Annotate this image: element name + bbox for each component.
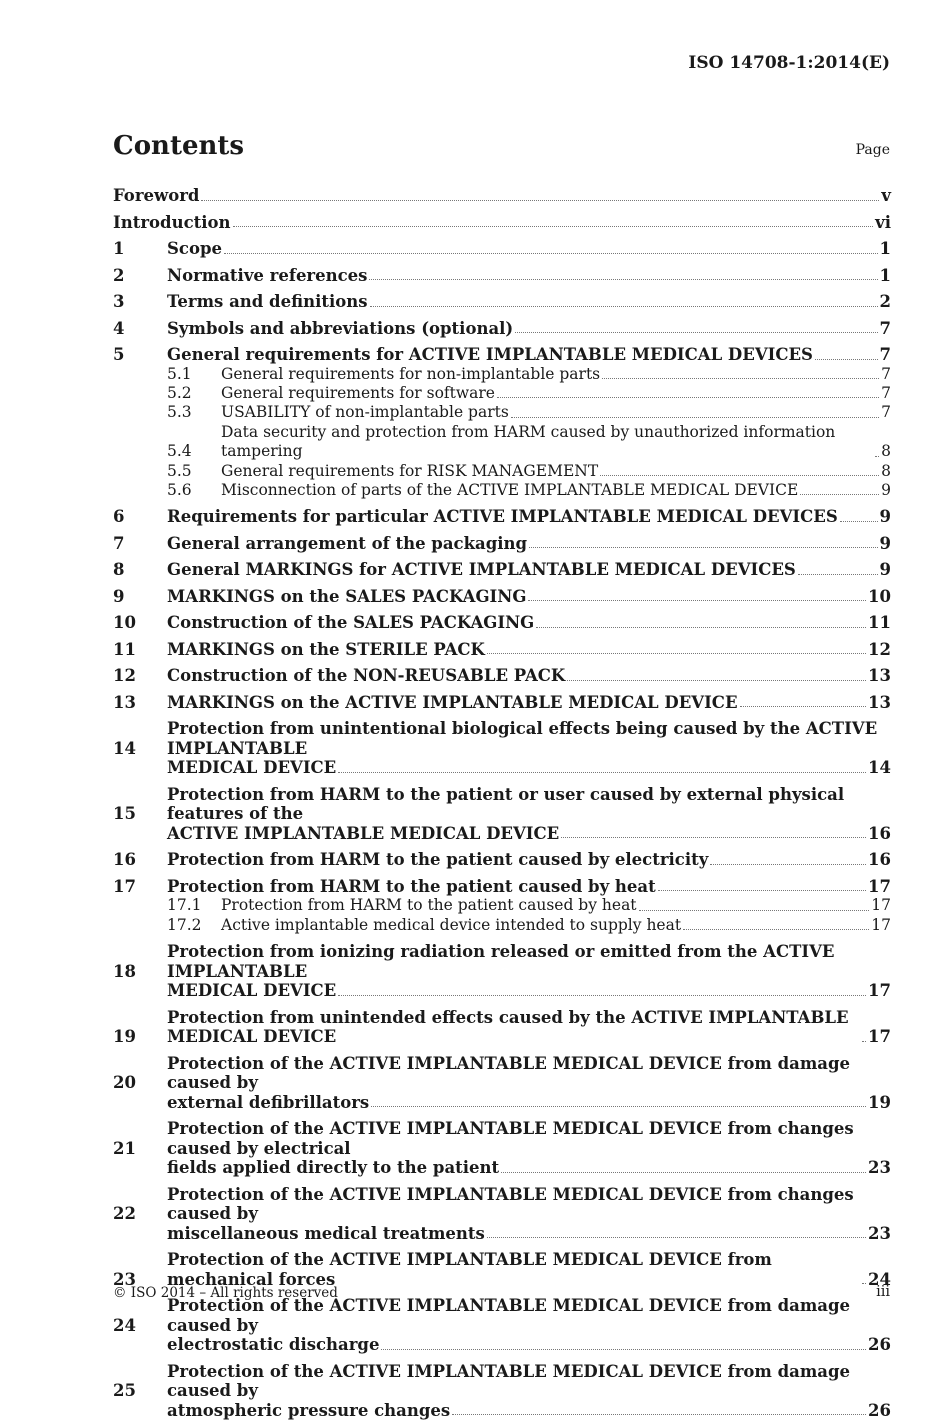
section-title: MARKINGS on the STERILE PACK (167, 639, 485, 659)
page-number: 7 (881, 383, 891, 402)
dot-leader (798, 574, 878, 575)
section-title: Protection of the ACTIVE IMPLANTABLE MEDICAL DEVICE from changes caused by electrical (167, 1119, 854, 1158)
section-number: 15 (113, 804, 136, 824)
toc-entry-line (113, 1224, 891, 1244)
section-number: 18 (113, 961, 136, 981)
section-title: Foreword (113, 186, 200, 205)
toc-entry-line (113, 1401, 891, 1421)
dot-leader (381, 1349, 866, 1350)
toc-subentry (113, 916, 891, 935)
section-number: 12 (113, 666, 136, 686)
page-number: 19 (868, 1092, 891, 1112)
toc-entry-line (113, 1093, 891, 1113)
page-number: 23 (868, 1223, 891, 1243)
section-title: electrostatic discharge (167, 1335, 380, 1355)
section-number: 5.3 (167, 403, 192, 422)
toc-subentry (113, 423, 891, 462)
toc-entry-line (113, 640, 891, 660)
section-title: Normative references (167, 265, 368, 285)
dot-leader (487, 1237, 866, 1238)
toc-entry-line (113, 693, 891, 713)
page-number: 23 (868, 1158, 891, 1178)
toc-entry-line (113, 942, 891, 981)
dot-leader (840, 521, 878, 522)
section-title: MEDICAL DEVICE (167, 981, 337, 1001)
toc-entry-line (113, 186, 891, 206)
toc-entry[interactable] (113, 850, 891, 870)
toc-entry[interactable] (113, 319, 891, 339)
dot-leader (371, 1106, 866, 1107)
toc-entry-line (113, 587, 891, 607)
page-number: 7 (879, 318, 891, 338)
copyright-notice: © ISO 2014 – All rights reserved (113, 1285, 338, 1301)
dot-leader (452, 1414, 866, 1415)
dot-leader (515, 332, 877, 333)
page-number: 8 (881, 442, 891, 461)
section-number: 17.1 (167, 896, 202, 915)
section-number: 5 (113, 345, 125, 364)
section-title: Active implantable medical device intended to supply heat (221, 915, 682, 934)
page-number: 14 (868, 758, 891, 778)
toc-entry-line (113, 719, 891, 758)
section-number: 22 (113, 1204, 136, 1224)
dot-leader (224, 253, 878, 254)
toc-entry-line (113, 981, 891, 1001)
section-title: fields applied directly to the patient (167, 1158, 500, 1178)
section-title: external defibrillators (167, 1092, 370, 1112)
dot-leader (862, 1283, 866, 1284)
page-number: 2 (879, 292, 891, 311)
section-number: 9 (113, 586, 125, 606)
section-title: Protection from HARM to the patient caused by heat (167, 876, 656, 896)
section-title: Protection of the ACTIVE IMPLANTABLE MEDICAL DEVICE from changes caused by (167, 1184, 854, 1224)
section-number: 5.1 (167, 364, 192, 383)
section-title: General requirements for software (221, 383, 495, 402)
page-title: Contents (113, 131, 245, 161)
section-title: General requirements for ACTIVE IMPLANTABLE MEDICAL DEVICES (167, 345, 813, 364)
table-of-contents (113, 186, 891, 1427)
page-number: 9 (881, 480, 891, 499)
section-title: Construction of the NON-REUSABLE PACK (167, 666, 566, 686)
toc-entry[interactable] (113, 292, 891, 312)
section-number: 16 (113, 850, 136, 870)
toc-entry[interactable] (113, 1296, 891, 1355)
section-number: 21 (113, 1138, 136, 1158)
dot-leader (683, 929, 869, 930)
section-number: 8 (113, 560, 125, 580)
page-number: 26 (868, 1335, 891, 1355)
dot-leader (497, 397, 879, 398)
toc-entry-line (113, 1185, 891, 1224)
section-title: miscellaneous medical treatments (167, 1223, 485, 1243)
page-number: iii (876, 1284, 890, 1300)
toc-entry-line (113, 1008, 891, 1047)
section-number: 3 (113, 292, 125, 311)
toc-entry[interactable] (113, 345, 891, 500)
section-title: General requirements for RISK MANAGEMENT (221, 461, 599, 480)
toc-entry[interactable] (113, 534, 891, 554)
dot-leader (710, 864, 866, 865)
page-number: 1 (879, 265, 891, 285)
section-number: 25 (113, 1381, 136, 1401)
section-number: 7 (113, 533, 125, 553)
section-title: Protection of the ACTIVE IMPLANTABLE MEDICAL DEVICE from damage caused by (167, 1296, 851, 1335)
section-title: Scope (167, 239, 223, 258)
toc-entry[interactable] (113, 587, 891, 607)
page-number: 7 (881, 403, 891, 422)
dot-leader (370, 306, 878, 307)
toc-entry-line (113, 877, 891, 897)
toc-entry-line (113, 1054, 891, 1093)
toc-entry-line (113, 266, 891, 286)
toc-entry[interactable] (113, 1362, 891, 1421)
dot-leader (529, 547, 877, 548)
toc-entry-line (113, 1119, 891, 1158)
section-title: atmospheric pressure changes (167, 1400, 451, 1420)
toc-entry[interactable] (113, 640, 891, 660)
toc-entry-line (113, 824, 891, 844)
toc-subentry (113, 403, 891, 422)
page-number: 9 (879, 560, 891, 580)
section-title: Misconnection of parts of the ACTIVE IMPLANTABLE MEDICAL DEVICE (221, 480, 799, 499)
page-column-label: Page (855, 142, 890, 158)
toc-entry-line (113, 560, 891, 580)
section-title: Requirements for particular ACTIVE IMPLANTABLE MEDICAL DEVICES (167, 507, 838, 527)
page-number: 1 (879, 239, 891, 258)
section-title: General MARKINGS for ACTIVE IMPLANTABLE MEDICAL DEVICES (167, 560, 796, 580)
toc-entry-line (113, 1296, 891, 1335)
section-title: Data security and protection from HARM caused by unauthorized information tampering (221, 422, 836, 461)
section-number: 10 (113, 613, 136, 633)
toc-subentry (113, 896, 891, 915)
section-title: Construction of the SALES PACKAGING (167, 613, 535, 633)
section-title: Protection from unintentional biological effects being caused by the ACTIVE IMPLANTABLE (167, 719, 878, 758)
page-number: 7 (881, 364, 891, 383)
toc-entry[interactable] (113, 785, 891, 844)
dot-leader (233, 226, 874, 227)
section-number: 6 (113, 507, 125, 527)
toc-entry[interactable] (113, 213, 891, 233)
toc-entry-line (113, 292, 891, 312)
page-number: 17 (868, 1027, 891, 1047)
section-number: 5.5 (167, 461, 192, 480)
toc-entry[interactable] (113, 1054, 891, 1113)
page-number: 17 (868, 981, 891, 1001)
dot-leader (567, 680, 866, 681)
page-number: 17 (868, 876, 891, 896)
section-number: 13 (113, 692, 136, 712)
section-number: 19 (113, 1027, 136, 1047)
section-title: MARKINGS on the SALES PACKAGING (167, 586, 527, 606)
page-number: vi (875, 212, 891, 232)
toc-entry[interactable] (113, 613, 891, 633)
toc-subentry (113, 365, 891, 384)
dot-leader (338, 772, 866, 773)
page-number: 16 (868, 823, 891, 843)
page-number: 26 (868, 1400, 891, 1420)
dot-leader (800, 494, 879, 495)
page-number: 9 (879, 533, 891, 553)
toc-entry[interactable] (113, 1008, 891, 1047)
dot-leader (658, 890, 866, 891)
dot-leader (862, 1041, 866, 1042)
toc-entry-line (113, 345, 891, 365)
toc-entry[interactable] (113, 1250, 891, 1289)
section-number: 23 (113, 1269, 136, 1289)
dot-leader (815, 359, 878, 360)
section-number: 20 (113, 1073, 136, 1093)
dot-leader (501, 1172, 866, 1173)
page-number: v (881, 186, 891, 205)
toc-entry-line (113, 758, 891, 778)
toc-entry[interactable] (113, 560, 891, 580)
section-title: Protection from HARM to the patient caused by heat (221, 896, 637, 915)
standard-number: ISO 14708-1:2014(E) (688, 53, 890, 73)
page-number: 13 (868, 692, 891, 712)
dot-leader (740, 706, 867, 707)
section-number: 14 (113, 738, 136, 758)
toc-entry-line (113, 534, 891, 554)
dot-leader (338, 995, 866, 996)
section-title: Protection from ionizing radiation released or emitted from the ACTIVE IMPLANTABLE (167, 942, 835, 981)
toc-subentry (113, 462, 891, 481)
toc-entry-line (113, 1335, 891, 1355)
page-number: 17 (871, 915, 891, 934)
section-title: Protection of the ACTIVE IMPLANTABLE MEDICAL DEVICE from damage caused by (167, 1053, 851, 1093)
section-number: 17 (113, 876, 136, 896)
dot-leader (528, 600, 866, 601)
dot-leader (639, 910, 870, 911)
dot-leader (875, 456, 879, 457)
toc-entry-line (113, 1158, 891, 1178)
toc-subentry (113, 481, 891, 500)
section-title: Symbols and abbreviations (optional) (167, 318, 514, 338)
section-title: Introduction (113, 212, 231, 232)
toc-entry-line (113, 1362, 891, 1401)
page-number: 13 (868, 666, 891, 686)
toc-entry[interactable] (113, 1185, 891, 1244)
section-title: Protection of the ACTIVE IMPLANTABLE MEDICAL DEVICE from damage caused by (167, 1361, 851, 1401)
toc-entry-line (113, 319, 891, 339)
section-number: 11 (113, 639, 136, 659)
toc-entry[interactable] (113, 266, 891, 286)
toc-entry[interactable] (113, 942, 891, 1001)
section-title: Protection from unintended effects caused by the ACTIVE IMPLANTABLE MEDICAL DEVICE (167, 1007, 849, 1047)
section-title: General arrangement of the packaging (167, 533, 528, 553)
section-title: MARKINGS on the ACTIVE IMPLANTABLE MEDICAL DEVICE (167, 692, 738, 712)
page-number: 24 (868, 1269, 891, 1289)
section-title: USABILITY of non-implantable parts (221, 403, 509, 422)
section-title: ACTIVE IMPLANTABLE MEDICAL DEVICE (167, 823, 560, 843)
dot-leader (536, 627, 866, 628)
dot-leader (600, 475, 879, 476)
dot-leader (369, 279, 877, 280)
section-title: MEDICAL DEVICE (167, 758, 337, 778)
section-number: 17.2 (167, 915, 202, 934)
toc-entry-line (113, 507, 891, 527)
dot-leader (511, 417, 879, 418)
toc-entry[interactable] (113, 507, 891, 527)
toc-entry[interactable] (113, 1119, 891, 1178)
toc-subentry (113, 384, 891, 403)
toc-entry[interactable] (113, 239, 891, 259)
toc-entry-line (113, 785, 891, 824)
page-number: 12 (868, 639, 891, 659)
page-number: 8 (881, 461, 891, 480)
toc-entry-line (113, 213, 891, 233)
toc-entry[interactable] (113, 877, 891, 935)
page-number: 16 (868, 850, 891, 870)
toc-entry-line (113, 850, 891, 870)
section-number: 4 (113, 318, 125, 338)
page-number: 9 (879, 507, 891, 527)
toc-entry-line (113, 239, 891, 259)
section-number: 1 (113, 239, 125, 258)
page-number: 11 (868, 613, 891, 633)
section-title: Protection of the ACTIVE IMPLANTABLE MEDICAL DEVICE from mechanical forces (167, 1250, 772, 1289)
page-number: 17 (871, 896, 891, 915)
dot-leader (201, 200, 879, 201)
dot-leader (561, 837, 866, 838)
toc-entry[interactable] (113, 693, 891, 713)
section-title: Terms and definitions (167, 292, 368, 311)
section-title: General requirements for non-implantable parts (221, 364, 601, 383)
section-number: 5.6 (167, 480, 192, 499)
section-number: 5.2 (167, 383, 192, 402)
toc-entry-line (113, 613, 891, 633)
section-title: Protection from HARM to the patient or user caused by external physical features of the (167, 784, 845, 824)
toc-entry[interactable] (113, 186, 891, 206)
toc-entry[interactable] (113, 666, 891, 686)
section-title: Protection from HARM to the patient caused by electricity (167, 850, 709, 870)
page-number: 7 (879, 345, 891, 364)
toc-entry-line (113, 666, 891, 686)
toc-entry[interactable] (113, 719, 891, 778)
dot-leader (602, 378, 879, 379)
section-number: 24 (113, 1315, 136, 1335)
toc-entry-line (113, 1250, 891, 1289)
section-number: 5.4 (167, 442, 192, 461)
dot-leader (487, 653, 866, 654)
page-number: 10 (868, 586, 891, 606)
section-number: 2 (113, 265, 125, 285)
